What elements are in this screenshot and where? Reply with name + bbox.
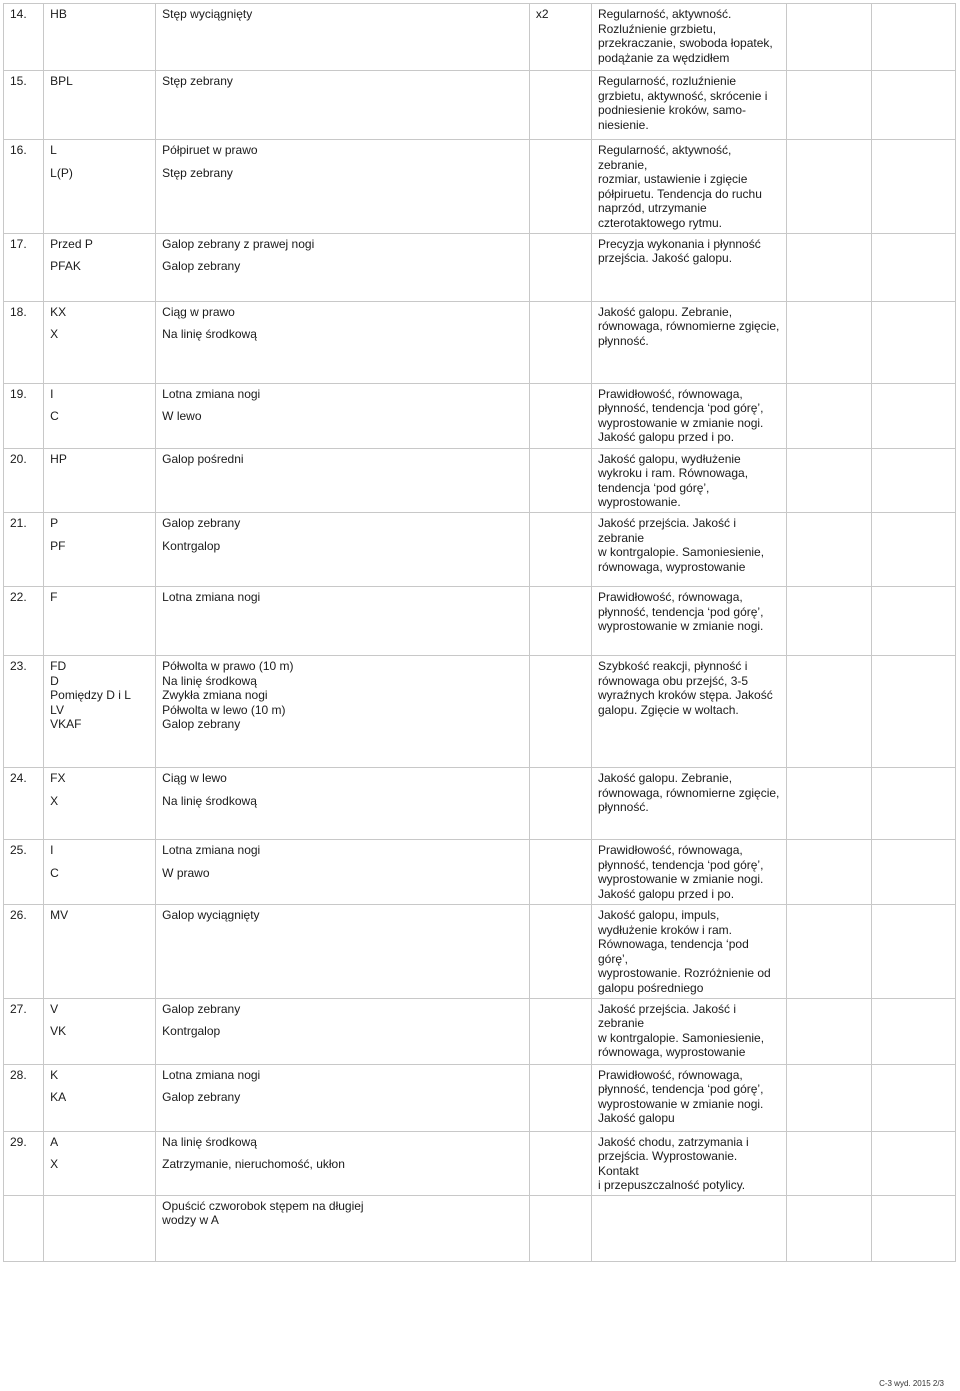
criteria-text: Jakość galopu. Zebranie, równowaga, równomierne zgięcie, płynność. (597, 304, 780, 348)
exercise-cell (156, 233, 530, 301)
exercise-number-cell (4, 839, 44, 904)
arena-letters: VK (50, 1024, 67, 1039)
arena-letters: X (50, 327, 59, 342)
arena-letters: HP (50, 451, 67, 466)
coefficient-cell (529, 904, 591, 998)
score-cell (786, 767, 871, 839)
exercise-number-cell (4, 383, 44, 448)
criteria-cell (591, 233, 786, 301)
exercise-row (4, 586, 956, 655)
arena-letters: X (50, 1157, 59, 1172)
arena-letters: F (50, 589, 58, 604)
exercise-number: 19. (10, 386, 27, 401)
exercise-number-cell (4, 1195, 44, 1261)
arena-letters: I (50, 386, 54, 401)
exercise-number: 18. (10, 304, 27, 319)
exercise-number: 29. (10, 1134, 27, 1149)
exercise-row (4, 839, 956, 904)
exercise-row (4, 1131, 956, 1195)
exercise-row (4, 904, 956, 998)
remarks-cell (871, 448, 955, 512)
exercise-text: Galop zebrany (162, 1001, 241, 1016)
exercise-cell (156, 839, 530, 904)
exercise-cell (156, 512, 530, 586)
exercise-cell (156, 998, 530, 1064)
exercise-text: Na linię środkową (162, 793, 257, 808)
score-cell (786, 839, 871, 904)
coefficient-cell (529, 839, 591, 904)
arena-letters-cell (44, 998, 156, 1064)
exercise-cell (156, 301, 530, 383)
criteria-text: Regularność, rozluźnienie grzbietu, aktywność, skrócenie i podniesienie kroków, samo- niesienie. (597, 74, 768, 132)
exercise-row (4, 71, 956, 140)
arena-letters-cell (44, 1064, 156, 1131)
exercise-text: W prawo (162, 865, 210, 880)
remarks-cell (871, 998, 955, 1064)
coefficient-cell (529, 71, 591, 140)
coefficient-cell (529, 767, 591, 839)
score-cell (786, 1195, 871, 1261)
exercise-text: Galop wyciągnięty (162, 907, 260, 922)
exercise-row (4, 767, 956, 839)
arena-letters: V (50, 1001, 59, 1016)
arena-letters: K (50, 1067, 59, 1082)
criteria-text: Prawidłowość, równowaga, płynność, tendencja ‘pod górę’, wyprostowanie w zmianie nogi. Jakość galopu (597, 1067, 764, 1126)
criteria-text: Regularność, aktywność, zebranie, rozmiar, ustawienie i zgięcie półpiruetu. Tendencja do ruchu naprzód, utrzymanie czterotaktowego rytmu. (597, 143, 762, 230)
criteria-cell (591, 1064, 786, 1131)
arena-letters: L (50, 143, 57, 157)
protocol-table (3, 3, 956, 1262)
exercise-number-cell (4, 767, 44, 839)
arena-letters-cell (44, 904, 156, 998)
exercise-cell (156, 655, 530, 767)
criteria-text: Prawidłowość, równowaga, płynność, tendencja ‘pod górę’, wyprostowanie w zmianie nogi. Jakość galopu przed i po. (597, 386, 764, 445)
exercise-number: 22. (10, 589, 27, 604)
coefficient-cell (529, 4, 591, 71)
arena-letters-cell (44, 655, 156, 767)
remarks-cell (871, 1064, 955, 1131)
arena-letters-cell (44, 383, 156, 448)
arena-letters: FX (50, 770, 66, 785)
criteria-text: Jakość chodu, zatrzymania i przejścia. Wyprostowanie. Kontakt i przepuszczalność potylicy. (597, 1134, 749, 1193)
score-cell (786, 383, 871, 448)
score-cell (786, 140, 871, 234)
criteria-cell (591, 1195, 786, 1261)
criteria-cell (591, 767, 786, 839)
exercise-number: 27. (10, 1001, 27, 1016)
exercise-number-cell (4, 71, 44, 140)
exercise-text: Stęp wyciągnięty (162, 7, 253, 21)
arena-letters: MV (50, 907, 69, 922)
exercise-row (4, 512, 956, 586)
arena-letters-cell (44, 839, 156, 904)
coefficient-cell (529, 512, 591, 586)
exercise-text: Galop zebrany (162, 515, 241, 530)
exercise-text: Stęp zebrany (162, 165, 233, 180)
remarks-cell (871, 233, 955, 301)
exercise-number: 15. (10, 74, 27, 88)
remarks-cell (871, 839, 955, 904)
exercise-row (4, 1195, 956, 1261)
score-cell (786, 998, 871, 1064)
exercise-row (4, 1064, 956, 1131)
arena-letters: HB (50, 7, 67, 21)
arena-letters: PFAK (50, 259, 81, 274)
score-cell (786, 233, 871, 301)
protocol-rows (4, 4, 956, 1262)
exercise-row (4, 383, 956, 448)
exercise-number-cell (4, 655, 44, 767)
exercise-text: wodzy w A (162, 1213, 219, 1228)
criteria-text: Jakość przejścia. Jakość i zebranie w kontrgalopie. Samoniesienie, równowaga, wyprostowanie (597, 515, 765, 574)
exercise-text: Lotna zmiana nogi (162, 842, 261, 857)
exercise-text: Kontrgalop (162, 1024, 221, 1039)
exercise-row (4, 655, 956, 767)
exercise-number-cell (4, 4, 44, 71)
remarks-cell (871, 301, 955, 383)
criteria-text: Jakość przejścia. Jakość i zebranie w kontrgalopie. Samoniesienie, równowaga, wyprostowanie (597, 1001, 765, 1060)
arena-letters-cell (44, 767, 156, 839)
coefficient: x2 (535, 7, 549, 21)
exercise-cell (156, 1064, 530, 1131)
exercise-text: Zatrzymanie, nieruchomość, ukłon (162, 1157, 345, 1172)
exercise-number-cell (4, 904, 44, 998)
exercise-cell (156, 448, 530, 512)
arena-letters-cell (44, 301, 156, 383)
exercise-number-cell (4, 1064, 44, 1131)
criteria-text: Jakość galopu. Zebranie, równowaga, równomierne zgięcie, płynność. (597, 770, 780, 815)
coefficient-cell (529, 448, 591, 512)
arena-letters-cell (44, 71, 156, 140)
page-footer: C-3 wyd. 2015 2/3 (879, 1379, 944, 1388)
exercise-text: Na linię środkową (162, 673, 257, 688)
criteria-text: Szybkość reakcji, płynność i równowaga obu przejść, 3-5 wyraźnych kroków stępa. Jakość galopu. Zgięcie w woltach. (597, 658, 773, 717)
exercise-number: 23. (10, 658, 27, 673)
arena-letters: I (50, 842, 54, 857)
arena-letters: FD (50, 658, 67, 673)
criteria-cell (591, 383, 786, 448)
criteria-cell (591, 4, 786, 71)
exercise-text: Zwykła zmiana nogi (162, 688, 268, 703)
score-cell (786, 71, 871, 140)
score-cell (786, 301, 871, 383)
exercise-number: 28. (10, 1067, 27, 1082)
remarks-cell (871, 4, 955, 71)
exercise-number: 21. (10, 515, 27, 530)
exercise-text: Opuścić czworobok stępem na długiej (162, 1198, 364, 1213)
exercise-cell (156, 767, 530, 839)
arena-letters: X (50, 793, 59, 808)
arena-letters: Przed P (50, 236, 93, 251)
score-cell (786, 4, 871, 71)
exercise-text: Na linię środkową (162, 327, 257, 342)
arena-letters-cell (44, 1131, 156, 1195)
exercise-text: Lotna zmiana nogi (162, 1067, 261, 1082)
exercise-row (4, 4, 956, 71)
exercise-text: Galop zebrany (162, 1090, 241, 1105)
criteria-text: Prawidłowość, równowaga, płynność, tendencja ‘pod górę’, wyprostowanie w zmianie nogi. Jakość galopu przed i po. (597, 842, 764, 901)
arena-letters: C (50, 865, 59, 880)
remarks-cell (871, 71, 955, 140)
exercise-number: 25. (10, 842, 27, 857)
exercise-text: Ciąg w prawo (162, 304, 235, 319)
coefficient-cell (529, 140, 591, 234)
exercise-number: 26. (10, 907, 27, 922)
score-cell (786, 655, 871, 767)
remarks-cell (871, 512, 955, 586)
criteria-text: Precyzja wykonania i płynność przejścia. Jakość galopu. (597, 236, 761, 266)
exercise-text: Półwolta w prawo (10 m) (162, 658, 294, 673)
arena-letters: Pomiędzy D i L (50, 688, 131, 703)
score-cell (786, 1064, 871, 1131)
arena-letters: L(P) (50, 165, 73, 180)
exercise-text: Półwolta w lewo (10 m) (162, 702, 286, 717)
coefficient-cell (529, 1195, 591, 1261)
exercise-text: Stęp zebrany (162, 74, 233, 88)
exercise-text: Galop zebrany z prawej nogi (162, 236, 315, 251)
exercise-cell (156, 4, 530, 71)
remarks-cell (871, 140, 955, 234)
arena-letters: KA (50, 1090, 67, 1105)
exercise-cell (156, 71, 530, 140)
coefficient-cell (529, 383, 591, 448)
exercise-cell (156, 904, 530, 998)
coefficient-cell (529, 998, 591, 1064)
score-cell (786, 512, 871, 586)
arena-letters-cell (44, 233, 156, 301)
exercise-number: 14. (10, 7, 27, 21)
exercise-cell (156, 1131, 530, 1195)
criteria-cell (591, 71, 786, 140)
exercise-cell (156, 140, 530, 234)
exercise-text: Galop pośredni (162, 451, 244, 466)
arena-letters-cell (44, 512, 156, 586)
criteria-text: Jakość galopu, wydłużenie wykroku i ram. Równowaga, tendencja ‘pod górę’, wyprostowanie. (597, 451, 749, 510)
criteria-text: Regularność, aktywność. Rozluźnienie grzbietu, przekraczanie, swoboda łopatek, podążanie za wędzidłem (597, 7, 773, 65)
arena-letters-cell (44, 140, 156, 234)
exercise-text: W lewo (162, 409, 202, 424)
arena-letters: PF (50, 538, 66, 553)
arena-letters: C (50, 409, 59, 424)
exercise-text: Na linię środkową (162, 1134, 257, 1149)
exercise-number: 20. (10, 451, 27, 466)
exercise-number-cell (4, 512, 44, 586)
exercise-text: Galop zebrany (162, 717, 241, 732)
criteria-cell (591, 1131, 786, 1195)
exercise-text: Ciąg w lewo (162, 770, 227, 785)
exercise-text: Lotna zmiana nogi (162, 386, 261, 401)
criteria-cell (591, 301, 786, 383)
coefficient-cell (529, 1064, 591, 1131)
criteria-text: Jakość galopu, impuls, wydłużenie kroków i ram. Równowaga, tendencja ‘pod górę’, wyprostowanie. Rozróżnienie od galopu pośredniego (597, 907, 771, 995)
coefficient-cell (529, 655, 591, 767)
criteria-cell (591, 839, 786, 904)
coefficient-cell (529, 586, 591, 655)
exercise-text: Lotna zmiana nogi (162, 589, 261, 604)
exercise-number-cell (4, 998, 44, 1064)
arena-letters: P (50, 515, 59, 530)
exercise-row (4, 448, 956, 512)
exercise-number-cell (4, 140, 44, 234)
criteria-cell (591, 448, 786, 512)
exercise-number-cell (4, 301, 44, 383)
arena-letters: D (50, 673, 59, 688)
criteria-text: Prawidłowość, równowaga, płynność, tendencja ‘pod górę’, wyprostowanie w zmianie nogi. (597, 589, 764, 634)
exercise-number-cell (4, 1131, 44, 1195)
exercise-number: 17. (10, 236, 27, 251)
exercise-number-cell (4, 586, 44, 655)
remarks-cell (871, 1131, 955, 1195)
exercise-row (4, 998, 956, 1064)
arena-letters: VKAF (50, 717, 82, 732)
exercise-text: Galop zebrany (162, 259, 241, 274)
criteria-cell (591, 586, 786, 655)
exercise-number-cell (4, 448, 44, 512)
remarks-cell (871, 767, 955, 839)
criteria-cell (591, 655, 786, 767)
arena-letters-cell (44, 448, 156, 512)
exercise-row (4, 301, 956, 383)
score-cell (786, 1131, 871, 1195)
remarks-cell (871, 383, 955, 448)
score-cell (786, 448, 871, 512)
exercise-number: 24. (10, 770, 27, 785)
arena-letters-cell (44, 1195, 156, 1261)
remarks-cell (871, 904, 955, 998)
exercise-cell (156, 383, 530, 448)
arena-letters: BPL (50, 74, 73, 88)
criteria-cell (591, 140, 786, 234)
remarks-cell (871, 586, 955, 655)
exercise-number-cell (4, 233, 44, 301)
exercise-text: Kontrgalop (162, 538, 221, 553)
criteria-cell (591, 904, 786, 998)
remarks-cell (871, 655, 955, 767)
arena-letters: A (50, 1134, 59, 1149)
exercise-row (4, 140, 956, 234)
arena-letters: LV (50, 702, 64, 717)
score-cell (786, 586, 871, 655)
coefficient-cell (529, 233, 591, 301)
arena-letters: KX (50, 304, 67, 319)
remarks-cell (871, 1195, 955, 1261)
exercise-row (4, 233, 956, 301)
criteria-cell (591, 998, 786, 1064)
arena-letters-cell (44, 586, 156, 655)
exercise-cell (156, 1195, 530, 1261)
arena-letters-cell (44, 4, 156, 71)
exercise-number: 16. (10, 143, 27, 157)
score-cell (786, 904, 871, 998)
exercise-cell (156, 586, 530, 655)
coefficient-cell (529, 1131, 591, 1195)
exercise-text: Półpiruet w prawo (162, 143, 258, 157)
criteria-cell (591, 512, 786, 586)
coefficient-cell (529, 301, 591, 383)
